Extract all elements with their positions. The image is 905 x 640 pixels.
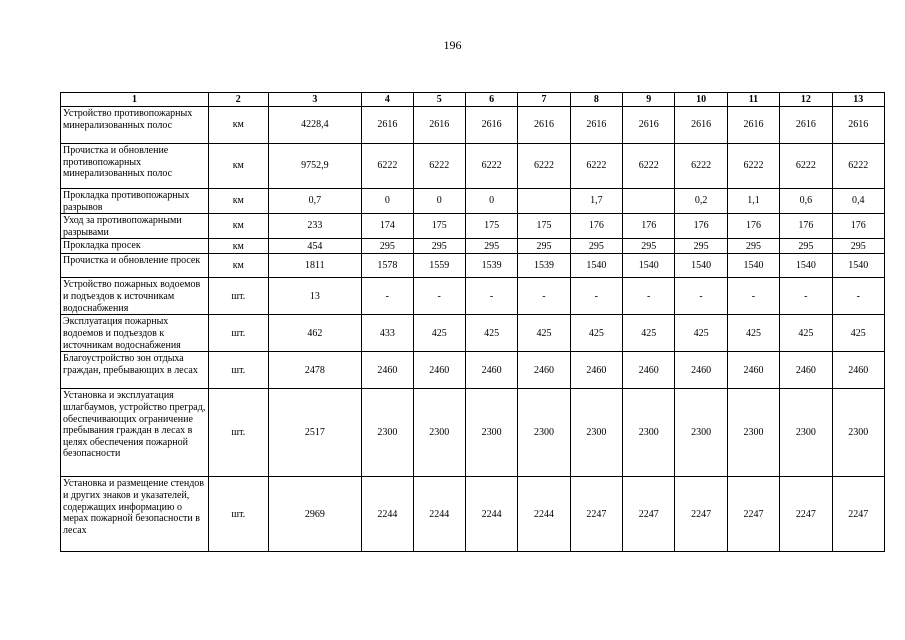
- value-cell: 425: [727, 315, 779, 352]
- value-cell: 2300: [413, 389, 465, 477]
- value-cell: 295: [570, 239, 622, 254]
- table-row: [61, 107, 885, 144]
- unit-cell: шт.: [209, 352, 268, 389]
- value-cell: 1540: [780, 254, 832, 278]
- value-cell: 0: [465, 189, 517, 214]
- value-cell: -: [623, 278, 675, 315]
- column-header: 7: [518, 93, 570, 107]
- value-cell: 2300: [570, 389, 622, 477]
- forest-fire-measures-table: [60, 92, 885, 552]
- header-row: [61, 93, 885, 107]
- value-cell: 2300: [675, 389, 727, 477]
- value-cell: 1540: [727, 254, 779, 278]
- value-cell: 1,1: [727, 189, 779, 214]
- unit-cell: км: [209, 214, 268, 239]
- column-header: 8: [570, 93, 622, 107]
- column-header: 4: [362, 93, 413, 107]
- value-cell: 295: [465, 239, 517, 254]
- value-cell: 295: [518, 239, 570, 254]
- value-cell: 2478: [268, 352, 362, 389]
- value-cell: 2247: [832, 477, 884, 552]
- table-row: [61, 352, 885, 389]
- value-cell: 2616: [570, 107, 622, 144]
- value-cell: 295: [413, 239, 465, 254]
- value-cell: 6222: [832, 144, 884, 189]
- value-cell: 425: [675, 315, 727, 352]
- column-header: 10: [675, 93, 727, 107]
- value-cell: 2616: [465, 107, 517, 144]
- activity-name-cell: Благоустройство зон отдыха граждан, пребывающих в лесах: [61, 352, 209, 389]
- activity-name-cell: Прокладка противопожарных разрывов: [61, 189, 209, 214]
- activity-name-cell: Установка и размещение стендов и других знаков и указателей, содержащих информацию о мерах пожарной безопасности в лесах: [61, 477, 209, 552]
- activity-name-cell: Прокладка просек: [61, 239, 209, 254]
- value-cell: 1811: [268, 254, 362, 278]
- value-cell: 1540: [570, 254, 622, 278]
- value-cell: 2616: [413, 107, 465, 144]
- column-header: 9: [623, 93, 675, 107]
- value-cell: 6222: [623, 144, 675, 189]
- unit-cell: км: [209, 107, 268, 144]
- value-cell: 6222: [780, 144, 832, 189]
- value-cell: -: [465, 278, 517, 315]
- value-cell: 2244: [465, 477, 517, 552]
- value-cell: 433: [362, 315, 413, 352]
- value-cell: 2460: [518, 352, 570, 389]
- column-header: 3: [268, 93, 362, 107]
- activity-name-cell: Установка и эксплуатация шлагбаумов, устройство преград, обеспечивающих ограничение пребывания граждан в лесах в целях обеспечения пожарной безопасности: [61, 389, 209, 477]
- column-header: 12: [780, 93, 832, 107]
- value-cell: 6222: [362, 144, 413, 189]
- value-cell: 2460: [727, 352, 779, 389]
- value-cell: 0,2: [675, 189, 727, 214]
- value-cell: 425: [413, 315, 465, 352]
- value-cell: -: [570, 278, 622, 315]
- activity-name-cell: Устройство пожарных водоемов и подъездов к источникам водоснабжения: [61, 278, 209, 315]
- value-cell: 2616: [362, 107, 413, 144]
- value-cell: 6222: [570, 144, 622, 189]
- value-cell: 175: [465, 214, 517, 239]
- unit-cell: шт.: [209, 315, 268, 352]
- value-cell: 2616: [675, 107, 727, 144]
- value-cell: 176: [570, 214, 622, 239]
- value-cell: 2244: [518, 477, 570, 552]
- value-cell: -: [362, 278, 413, 315]
- table-row: [61, 214, 885, 239]
- value-cell: -: [727, 278, 779, 315]
- value-cell: 233: [268, 214, 362, 239]
- value-cell: 176: [780, 214, 832, 239]
- value-cell: 425: [465, 315, 517, 352]
- table-row: [61, 239, 885, 254]
- value-cell: 2247: [780, 477, 832, 552]
- value-cell: -: [832, 278, 884, 315]
- value-cell: 2460: [675, 352, 727, 389]
- value-cell: 176: [727, 214, 779, 239]
- unit-cell: км: [209, 239, 268, 254]
- value-cell: 1539: [465, 254, 517, 278]
- value-cell: 1540: [623, 254, 675, 278]
- value-cell: 2460: [413, 352, 465, 389]
- value-cell: 174: [362, 214, 413, 239]
- value-cell: 2460: [465, 352, 517, 389]
- value-cell: 6222: [465, 144, 517, 189]
- value-cell: 1540: [675, 254, 727, 278]
- value-cell: 295: [362, 239, 413, 254]
- column-header: 5: [413, 93, 465, 107]
- value-cell: [623, 189, 675, 214]
- unit-cell: шт.: [209, 278, 268, 315]
- value-cell: 2300: [518, 389, 570, 477]
- value-cell: 9752,9: [268, 144, 362, 189]
- value-cell: 1540: [832, 254, 884, 278]
- value-cell: 176: [623, 214, 675, 239]
- value-cell: 425: [570, 315, 622, 352]
- table-row: [61, 278, 885, 315]
- table-row: [61, 189, 885, 214]
- value-cell: 6222: [413, 144, 465, 189]
- value-cell: 295: [727, 239, 779, 254]
- value-cell: 6222: [518, 144, 570, 189]
- value-cell: -: [413, 278, 465, 315]
- value-cell: 176: [832, 214, 884, 239]
- value-cell: 462: [268, 315, 362, 352]
- value-cell: -: [780, 278, 832, 315]
- value-cell: 295: [832, 239, 884, 254]
- value-cell: 295: [675, 239, 727, 254]
- column-header: 13: [832, 93, 884, 107]
- table-body: [61, 107, 885, 552]
- value-cell: 2300: [727, 389, 779, 477]
- unit-cell: км: [209, 189, 268, 214]
- unit-cell: км: [209, 254, 268, 278]
- value-cell: 0: [413, 189, 465, 214]
- value-cell: 2300: [623, 389, 675, 477]
- column-header: 6: [465, 93, 517, 107]
- value-cell: 2616: [832, 107, 884, 144]
- column-header: 11: [727, 93, 779, 107]
- value-cell: 176: [675, 214, 727, 239]
- value-cell: 0,7: [268, 189, 362, 214]
- column-header: 2: [209, 93, 268, 107]
- value-cell: -: [675, 278, 727, 315]
- unit-cell: км: [209, 144, 268, 189]
- value-cell: 2616: [518, 107, 570, 144]
- table-row: [61, 254, 885, 278]
- value-cell: 2244: [413, 477, 465, 552]
- value-cell: 2300: [465, 389, 517, 477]
- table-row: [61, 389, 885, 477]
- value-cell: 2247: [570, 477, 622, 552]
- value-cell: 2460: [570, 352, 622, 389]
- value-cell: 1539: [518, 254, 570, 278]
- value-cell: 425: [518, 315, 570, 352]
- value-cell: 2517: [268, 389, 362, 477]
- value-cell: 425: [832, 315, 884, 352]
- value-cell: 0,4: [832, 189, 884, 214]
- value-cell: 295: [780, 239, 832, 254]
- value-cell: 2460: [623, 352, 675, 389]
- value-cell: 2969: [268, 477, 362, 552]
- value-cell: 1559: [413, 254, 465, 278]
- value-cell: 2616: [780, 107, 832, 144]
- value-cell: 2300: [832, 389, 884, 477]
- value-cell: 13: [268, 278, 362, 315]
- value-cell: 295: [623, 239, 675, 254]
- activity-name-cell: Прочистка и обновление просек: [61, 254, 209, 278]
- value-cell: -: [518, 278, 570, 315]
- activity-name-cell: Устройство противопожарных минерализованных полос: [61, 107, 209, 144]
- value-cell: 2616: [727, 107, 779, 144]
- value-cell: 425: [623, 315, 675, 352]
- page-number: 196: [443, 38, 462, 52]
- value-cell: 0: [362, 189, 413, 214]
- value-cell: 6222: [675, 144, 727, 189]
- table-row: [61, 477, 885, 552]
- value-cell: 1578: [362, 254, 413, 278]
- value-cell: 4228,4: [268, 107, 362, 144]
- column-header: 1: [61, 93, 209, 107]
- unit-cell: шт.: [209, 389, 268, 477]
- value-cell: 2616: [623, 107, 675, 144]
- unit-cell: шт.: [209, 477, 268, 552]
- value-cell: 2247: [623, 477, 675, 552]
- value-cell: 6222: [727, 144, 779, 189]
- value-cell: 2460: [832, 352, 884, 389]
- value-cell: 175: [518, 214, 570, 239]
- value-cell: 2300: [362, 389, 413, 477]
- value-cell: 0,6: [780, 189, 832, 214]
- activity-name-cell: Эксплуатация пожарных водоемов и подъездов к источникам водоснабжения: [61, 315, 209, 352]
- value-cell: 2247: [727, 477, 779, 552]
- value-cell: 1,7: [570, 189, 622, 214]
- value-cell: 2244: [362, 477, 413, 552]
- value-cell: 454: [268, 239, 362, 254]
- value-cell: 2300: [780, 389, 832, 477]
- value-cell: [518, 189, 570, 214]
- value-cell: 175: [413, 214, 465, 239]
- table-row: [61, 315, 885, 352]
- value-cell: 2460: [362, 352, 413, 389]
- activity-name-cell: Уход за противопожарными разрывами: [61, 214, 209, 239]
- value-cell: 2460: [780, 352, 832, 389]
- activity-name-cell: Прочистка и обновление противопожарных минерализованных полос: [61, 144, 209, 189]
- value-cell: 425: [780, 315, 832, 352]
- table-row: [61, 144, 885, 189]
- value-cell: 2247: [675, 477, 727, 552]
